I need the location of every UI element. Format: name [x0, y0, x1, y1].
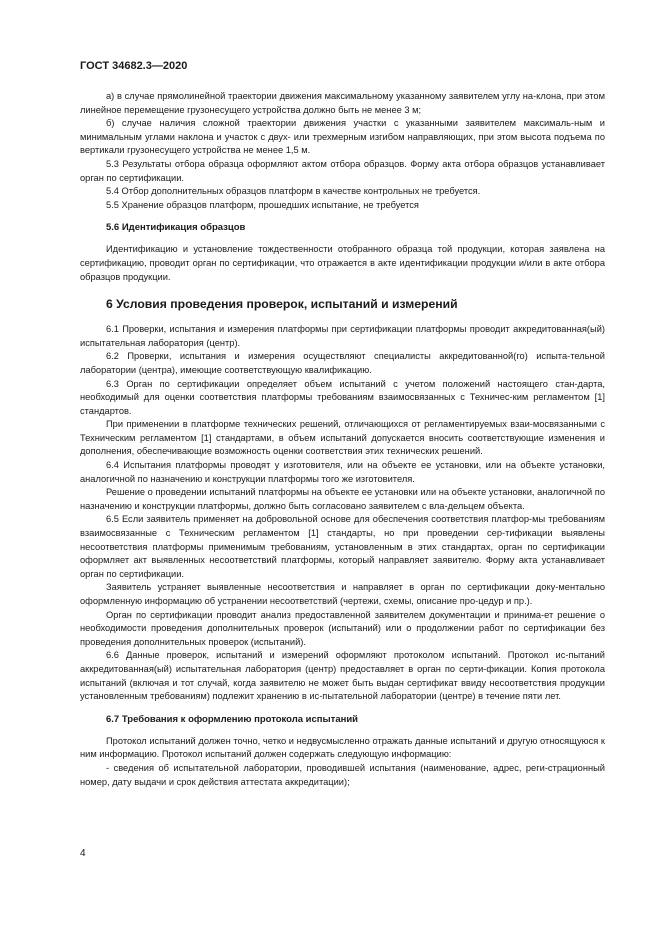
paragraph-5-6: Идентификацию и установление тождественности отобранного образца той продукции, которая заявлена на сертификацию, проводит орган по сертификации, что отражается в акте идентификации продукции и/или в акте отбора образцов продукции. [80, 244, 605, 282]
paragraph-6-3: 6.3 Орган по сертификации определяет объем испытаний с учетом положений настоящего стан-дарта, необходимый для оценки соответствия платформы требованиям взаимосвязанных с Техничес-ким регламентом [1] стандартов. [80, 378, 605, 416]
paragraph-6-7: Протокол испытаний должен точно, четко и недвусмысленно отражать данные испытаний и другую относящуюся к ним информацию. Протокол испытаний должен содержать следующую информацию: [80, 735, 605, 760]
paragraph-5-4: 5.4 Отбор дополнительных образцов платформ в качестве контрольных не требуется. [106, 186, 481, 197]
paragraph-b: б) случае наличия сложной траектории движения участки с указанными заявителем максималь-ным и минимальным углами наклона и участок с двух- или трехмерным изгибом направляющих, при этом высота подъема по вертикали грузонесущего устройства не менее 1,5 м. [80, 118, 605, 156]
paragraph-6-4-continued: Решение о проведении испытаний платформы на объекте ее установки или на объекте установки, аналогичной по назначению и конструкции платформы, должно быть согласовано заявителем с вла-дельцем объекта. [80, 487, 605, 511]
paragraph-5-3: 5.3 Результаты отбора образца оформляют актом отбора образцов. Форму акта отбора образцов устанавливает орган по сертификации. [80, 158, 605, 183]
document-header: ГОСТ 34682.3—2020 [80, 60, 188, 72]
paragraph-6-2: 6.2 Проверки, испытания и измерения осуществляют специалисты аккредитованной(го) испыта-тельной лаборатории (центра), имеющие соответствующую квалификацию. [80, 351, 605, 375]
paragraph-a: а) в случае прямолинейной траектории движения максимальному указанному заявителем углу на-клона, при этом линейное перемещение грузонесущего устройства должно быть не менее 3 м; [80, 91, 605, 115]
paragraph-6-3-continued: При применении в платформе технических решений, отличающихся от регламентируемых взаи-мосвязанными с Техническим регламентом [1] стандартами, в объем испытаний допускается вносить соответствующие изменения и дополнения, обеспечивающие возможность оценки соответствия этих технических решений. [80, 419, 605, 457]
paragraph-6-5-continued: Заявитель устраняет выявленные несоответствия и направляет в орган по сертификации доку-ментально оформленную информацию об устранении несоответствий (чертежи, схемы, описание про-цедур и пр.). [80, 582, 605, 606]
paragraph-6-5: 6.5 Если заявитель применяет на добровольной основе для обеспечения соответствия платфор-мы требованиям взаимосвязанные с Техническим регламентом [1] стандарты, но при проведении сер-тификации выявлены несоответствия платформы применимым требованиям, установленным в этих стандартах, орган по сертификации оформляет акт выявленных несоответствий платформы, который направляет заявителю. Форму акта устанавливает орган по сертификации. [80, 514, 605, 579]
list-item-lab-info: - сведения об испытательной лаборатории, проводившей испытания (наименование, адрес, реги-страционный номер, дату выдачи и срок действия аттестата аккредитации); [80, 762, 605, 787]
page-number: 4 [80, 848, 86, 859]
paragraph-6-6: 6.6 Данные проверок, испытаний и измерений оформляют протоколом испытаний. Протокол ис-пытаний аккредитованная(ый) испытательная лаборатория (центр) предоставляет в орган по серти-фикации. Копия протокола испытаний (включая и тот случай, когда заявителю не может быть выдан сертификат ввиду несоответствия продукции установленным требованиям) подлежит хранению в ис-пытательной лаборатории (центре) в течение пяти лет. [80, 650, 605, 702]
heading-6-7: 6.7 Требования к оформлению протокола испытаний [106, 713, 359, 725]
document-body [80, 90, 605, 789]
paragraph-6-4: 6.4 Испытания платформы проводят у изготовителя, или на объекте ее установки, или на объекте установки, аналогичной по назначению и конструкции платформы того же изготовителя. [80, 460, 605, 484]
paragraph-5-5: 5.5 Хранение образцов платформ, прошедших испытание, не требуется [106, 199, 419, 210]
paragraph-6-1: 6.1 Проверки, испытания и измерения платформы при сертификации платформы проводит аккредитованная(ый) испытательная лаборатория (центр). [80, 324, 605, 348]
paragraph-6-5-analysis: Орган по сертификации проводит анализ предоставленной заявителем документации и принима-ет решение о необходимости проведения дополнительных проверок (испытаний) или о продолжении работ по сертификации без проведения дополнительных проверок (испытаний). [80, 609, 605, 647]
heading-5-6: 5.6 Идентификация образцов [106, 222, 246, 234]
heading-section-6: 6 Условия проведения проверок, испытаний и измерений [106, 297, 458, 312]
